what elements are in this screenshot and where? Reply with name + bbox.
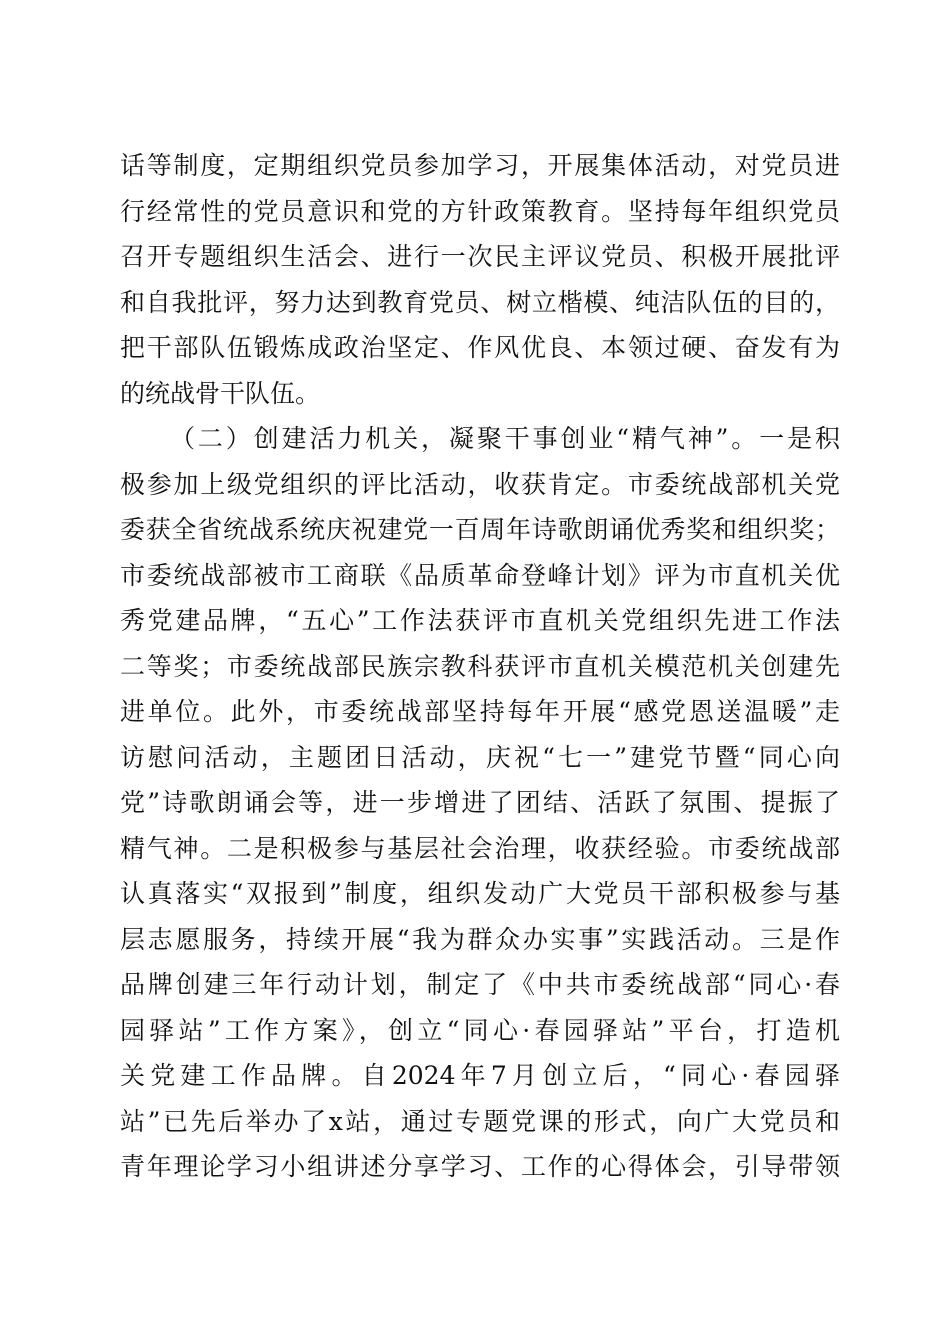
text-line: 话等制度，定期组织党员参加学习，开展集体活动，对党员进 xyxy=(120,151,840,180)
text-line: 访慰问活动，主题团日活动，庆祝“七一”建党节暨“同心向 xyxy=(120,742,840,772)
text-line: 和自我批评，努力达到教育党员、树立楷模、纯洁队伍的目的， xyxy=(120,287,840,317)
text-line: 党”诗歌朗诵会等，进一步增进了团结、活跃了氛围、提振了 xyxy=(120,788,840,817)
text-line: 站”已先后举办了x站，通过专题党课的形式，向广大党员和 xyxy=(120,1106,840,1136)
text-line: 认真落实“双报到”制度，组织发动广大党员干部积极参与基 xyxy=(120,879,840,908)
text-line: 层志愿服务，持续开展“我为群众办实事”实践活动。三是作 xyxy=(120,924,840,954)
section-heading-line: （二）创建活力机关，凝聚干事创业“精气神”。一是积 xyxy=(170,424,840,453)
text-line: 召开专题组织生活会、进行一次民主评议党员、积极开展批评 xyxy=(120,242,840,271)
text-line: 极参加上级党组织的评比活动，收获肯定。市委统战部机关党 xyxy=(120,469,840,499)
text-line: 进单位。此外，市委统战部坚持每年开展“感党恩送温暖”走 xyxy=(120,697,840,726)
paragraph-2 xyxy=(120,416,840,1190)
text-line: 把干部队伍锻炼成政治坚定、作风优良、本领过硬、奋发有为 xyxy=(120,333,840,362)
text-line: 委获全省统战系统庆祝建党一百周年诗歌朗诵优秀奖和组织奖； xyxy=(120,515,840,544)
text-line: 精气神。二是积极参与基层社会治理，收获经验。市委统战部 xyxy=(120,833,840,863)
text-line: 品牌创建三年行动计划，制定了《中共市委统战部“同心·春 xyxy=(120,970,840,999)
text-line: 行经常性的党员意识和党的方针政策教育。坚持每年组织党员 xyxy=(120,196,840,226)
text-line: 关党建工作品牌。自2024年7月创立后，“同心·春园驿 xyxy=(120,1061,840,1090)
body-text xyxy=(120,143,840,1190)
text-line: 秀党建品牌，“五心”工作法获评市直机关党组织先进工作法 xyxy=(120,606,840,635)
paragraph-1 xyxy=(120,143,840,416)
text-line: 青年理论学习小组讲述分享学习、工作的心得体会，引导带领 xyxy=(120,1152,840,1181)
text-line: 的统战骨干队伍。 xyxy=(120,378,321,408)
text-line: 市委统战部被市工商联《品质革命登峰计划》评为市直机关优 xyxy=(120,560,840,590)
text-line: 园驿站”工作方案》，创立“同心·春园驿站”平台，打造机 xyxy=(120,1015,840,1045)
text-line: 二等奖；市委统战部民族宗教科获评市直机关模范机关创建先 xyxy=(120,651,840,681)
